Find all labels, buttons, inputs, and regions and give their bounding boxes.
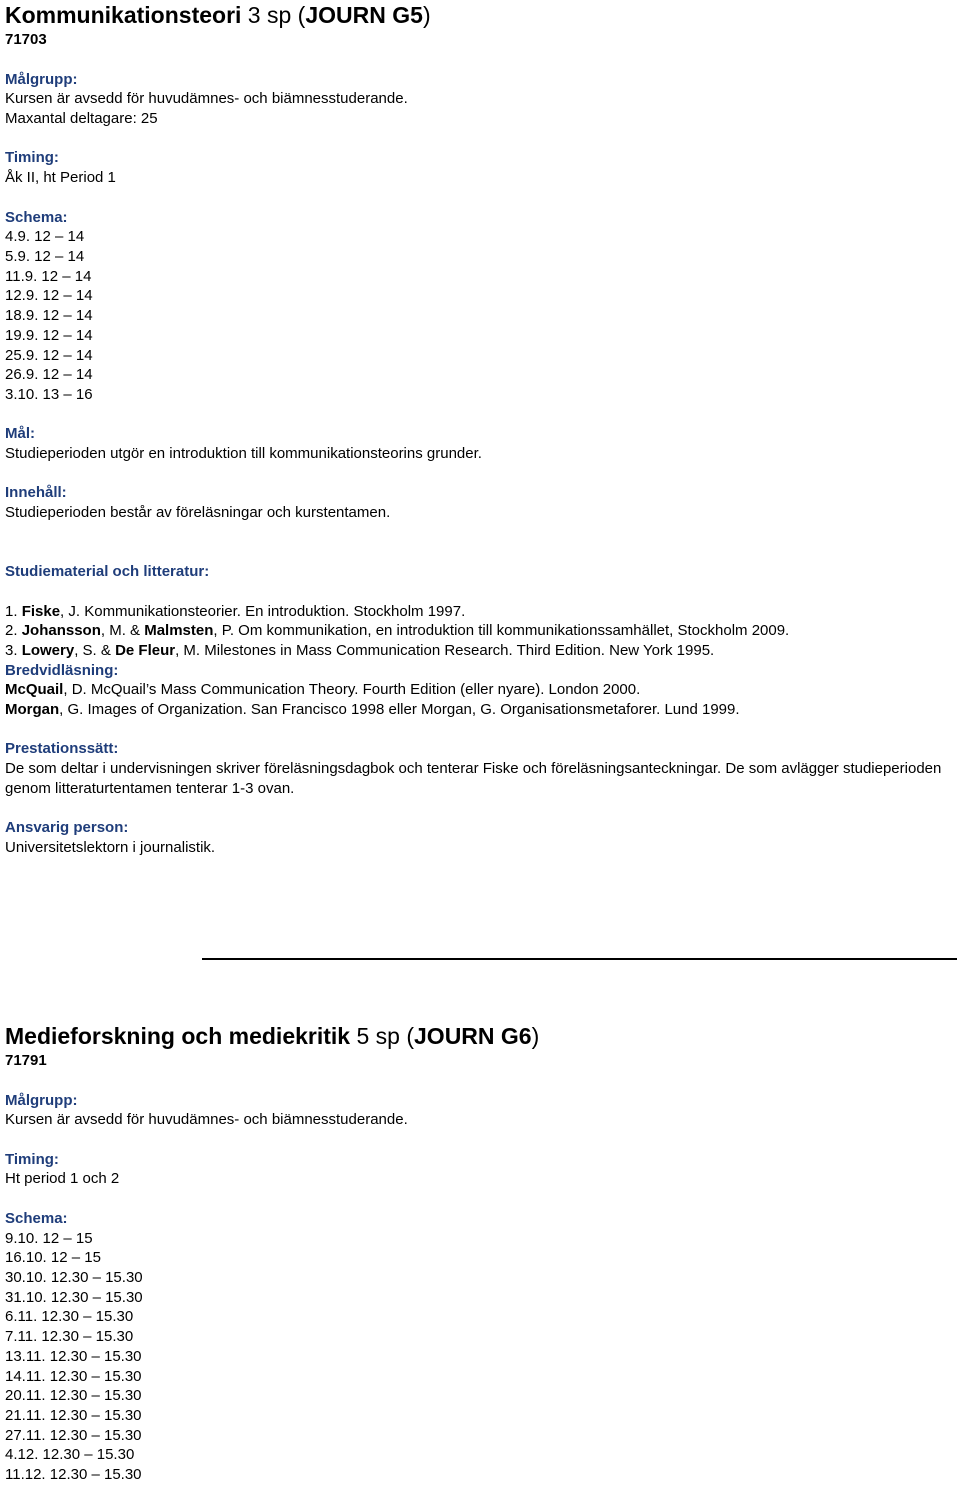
course-title-main: Kommunikationsteori [5,2,242,28]
course-credits: 3 sp ( [241,2,306,28]
schema-item: 6.11. 12.30 – 15.30 [5,1308,134,1326]
course-credits: 5 sp ( [350,1023,415,1049]
section-label: Studiematerial och litteratur: [5,563,210,581]
litteratur-item: 3. Lowery, S. & De Fleur, M. Milestones in Mass Communication Research. Third Edition. New York 1995. [5,641,715,659]
schema-item: 19.9. 12 – 14 [5,326,93,344]
schema-item: 13.11. 12.30 – 15.30 [5,1347,142,1365]
schema-item: 26.9. 12 – 14 [5,366,93,384]
bredvid-list [5,680,955,719]
timing-value: Åk II, ht Period 1 [5,169,116,187]
author-name: McQuail [5,681,64,699]
author-name: Lowery [21,641,75,659]
section-label: Schema: [5,1209,68,1227]
schema-item: 11.9. 12 – 14 [5,267,92,285]
bredvid-item [5,680,955,700]
course-title-close: ) [531,1023,540,1049]
reference-text: , P. Om kommunikation, en introduktion till kommunikationssamhället, Stockholm 2009. [213,622,790,640]
course-id: 71791 [5,1052,47,1069]
innehall-section [5,483,955,522]
schema-list [5,227,955,404]
schema-item: 18.9. 12 – 14 [5,307,93,325]
reference-text: , M. & [100,622,145,640]
section-label: Bredvidläsning: [5,661,119,679]
schema-item: 27.11. 12.30 – 15.30 [5,1426,142,1444]
course-title [5,1,955,29]
section-label: Målgrupp: [5,70,78,88]
timing-section [5,1150,955,1189]
schema-item: 7.11. 12.30 – 15.30 [5,1328,134,1346]
schema-item: 14.11. 12.30 – 15.30 [5,1367,142,1385]
section-label: Mål: [5,425,35,443]
schema-item: 31.10. 12.30 – 15.30 [5,1288,143,1306]
schema-item: 3.10. 13 – 16 [5,385,93,403]
ansvarig-value: Universitetslektorn i journalistik. [5,838,216,856]
bredvid-item [5,700,955,720]
section-label: Schema: [5,208,68,226]
malgrupp-section [5,70,955,129]
schema-section [5,208,955,405]
schema-item: 4.9. 12 – 14 [5,228,85,246]
course-code: JOURN G5 [305,2,423,28]
litteratur-item: 2. Johansson, M. & Malmsten, P. Om kommunikation, en introduktion till kommunikationssamhället, Stockholm 2009. [5,622,790,640]
schema-item: 9.10. 12 – 15 [5,1229,93,1247]
malgrupp-line: Kursen är avsedd för huvudämnes- och biämnesstuderande. [5,90,408,108]
section-divider [202,958,957,960]
schema-item: 30.10. 12.30 – 15.30 [5,1268,143,1286]
prestation-value: De som deltar i undervisningen skriver föreläsningsdagbok och tenterar Fiske och föreläsningsanteckningar. De som avlägger studieperioden genom litteraturtentamen tenterar 1-3 ovan. [5,760,942,797]
reference-text: , D. McQuail’s Mass Communication Theory. Fourth Edition (eller nyare). London 2000. [63,681,641,699]
schema-item: 25.9. 12 – 14 [5,346,93,364]
schema-item: 11.12. 12.30 – 15.30 [5,1466,142,1484]
mal-value: Studieperioden utgör en introduktion till kommunikationsteorins grunder. [5,445,482,462]
course-code: JOURN G6 [414,1023,532,1049]
prestation-section [5,739,955,798]
reference-text: , S. & [74,641,116,659]
section-label: Ansvarig person: [5,819,129,837]
section-label: Målgrupp: [5,1091,78,1109]
schema-item: 5.9. 12 – 14 [5,247,85,265]
schema-section [5,1209,955,1485]
course-medieforskning [5,1021,955,1485]
author-name: Malmsten [144,622,214,640]
course-kommunikationsteori [5,0,955,858]
course-id: 71703 [5,31,47,48]
malgrupp-section [5,1091,955,1130]
timing-section [5,148,955,187]
course-title [5,1022,955,1050]
schema-item: 20.11. 12.30 – 15.30 [5,1387,142,1405]
malgrupp-line: Maxantal deltagare: 25 [5,110,158,128]
course-title-close: ) [422,2,431,28]
section-label: Prestationssätt: [5,740,119,758]
schema-item: 12.9. 12 – 14 [5,287,93,305]
litteratur-section [5,562,955,720]
schema-item: 16.10. 12 – 15 [5,1249,101,1267]
reference-text: , G. Images of Organization. San Francisco 1998 eller Morgan, G. Organisationsmetaforer. Lund 1999. [59,701,740,719]
ansvarig-section [5,818,955,857]
schema-item: 21.11. 12.30 – 15.30 [5,1406,142,1424]
section-label: Timing: [5,149,59,167]
schema-list [5,1229,955,1485]
mal-section [5,424,955,463]
author-name: De Fleur [115,641,176,659]
reference-text: , J. Kommunikationsteorier. En introduktion. Stockholm 1997. [60,602,466,620]
schema-item: 4.12. 12.30 – 15.30 [5,1446,135,1464]
author-name: Morgan [5,701,60,719]
reference-text: , M. Milestones in Mass Communication Research. Third Edition. New York 1995. [175,641,715,659]
author-name: Fiske [21,602,61,620]
innehall-value: Studieperioden består av föreläsningar och kurstentamen. [5,504,391,522]
author-name: Johansson [21,622,101,640]
litteratur-item: 1. Fiske, J. Kommunikationsteorier. En introduktion. Stockholm 1997. [5,602,466,620]
course-title-main: Medieforskning och mediekritik [5,1023,351,1049]
malgrupp-value: Kursen är avsedd för huvudämnes- och biämnesstuderande. [5,1111,408,1129]
section-label: Timing: [5,1150,59,1168]
litteratur-list [5,602,955,661]
timing-value: Ht period 1 och 2 [5,1170,120,1188]
section-label: Innehåll: [5,484,67,502]
